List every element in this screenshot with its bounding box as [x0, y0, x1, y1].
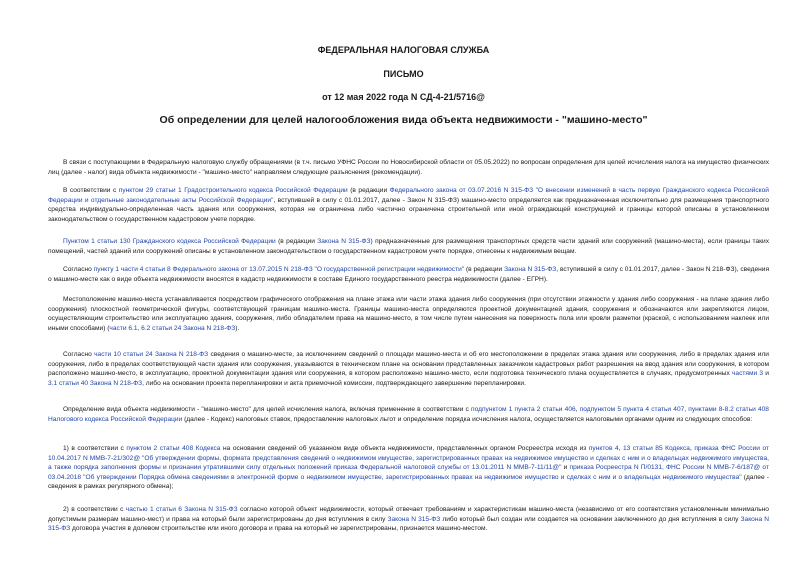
legal-reference-link[interactable]: 8.2 статьи 408 Налогового кодекса Российской Федерации [48, 406, 769, 423]
legal-reference-link[interactable]: Закона N 315-ФЗ [504, 266, 557, 273]
paragraph-text: 2) в соответствии с [63, 506, 126, 513]
paragraph-text: , вступившей в силу с 01.01.2017, далее - Закон N 218-ФЗ), сведения о машино-месте как о виде объекта недвижимости вносятся в кадастр недвижимости в составе Единого государственного реестра недвижимости (далее - ЕГРН). [48, 266, 770, 283]
legal-reference-link[interactable]: пунктов 4 [588, 445, 619, 452]
paragraph-2 [48, 186, 769, 224]
legal-reference-link[interactable]: пунктом 2 статьи 408 Кодекса [126, 445, 221, 452]
paragraph-text: согласно которой объект недвижимости, который отвечает требованиям и характеристикам машино-места (независимо от его соответствия установленным минимально допустимым размерам машино-мест) и права на который были зарегистрированы до дня вступления в силу [48, 506, 769, 523]
paragraph-text: на основании сведений об указанном виде объекта недвижимости, представленных органом Росреестра исходя из [220, 445, 589, 452]
legal-reference-link[interactable]: приказа Росреестра N П/0131, ФНС России N ММВ-7-6/187@ от 03.04.2018 "Об утверждении Порядка обмена сведениями в электронной форме о недвижимом имуществе, зарегистрированных правах на недвижимое имущество и сделках с ним и о владельцах недвижимого имущества" [48, 464, 769, 481]
paragraph-text: 1) в соответствии с [63, 445, 127, 452]
paragraph-text: Местоположение машино-места устанавливается посредством графического отображения на плане этажа или части этажа здания либо сооружения (при отсутствии этажности у здания либо сооружения - на плане здания либо сооружения) плоскостной геометрической фигуры, соответствующей границам машино-места. Границы машино-места определяются проектной документацией здания, сооружения и обозначаются или закрепляются лицом, осуществляющим строительство или эксплуатацию здания, сооружения, либо обладателем права на машино-место, в том числе путем нанесения на поверхность пола или кровли разметки (краской, с использованием наклеек или иными способами) ( [48, 296, 769, 332]
paragraph-9 [48, 505, 769, 534]
legal-reference-link[interactable]: Федерального закона от 03.07.2016 N 315-ФЗ "О внесении изменений в часть первую Гражданского кодекса Российской Федерации и отдельные законодательные акты Российской Федерации" [48, 187, 769, 204]
legal-reference-link[interactable]: пунктами 8 [688, 406, 723, 413]
paragraph-text: - [722, 406, 725, 413]
legal-reference-link[interactable]: частями 3 [732, 370, 764, 378]
paragraph-text: , вступившей в силу с 01.01.2017, далее - Закон N 315-ФЗ) машино-место определяется как предназначенная исключительно для размещения транспортного средства индивидуально-определенная часть здания или сооружения, которая не ограничена либо частично ограничена строительной или иной ограждающей конструкцией и границы которой описаны в установленном законодательством о государственном кадастровом учете порядке. [48, 196, 769, 223]
paragraph-1 [48, 158, 769, 177]
paragraph-text: сведения о машино-месте, за исключением сведений о площади машино-места и об его местоположении в пределах этажа здания или сооружения, либо в пределах здания или сооружения, либо в пределах соответствующей части здания или сооружения, указываются в техническом плане на основании представленных заказчиком кадастровых работ разрешения на ввод здания или сооружения, в котором расположено машино-место, в эксплуатацию, проектной документации здания или сооружения, в котором расположено машино-место, если подготовка технического плана осуществляется в случаях, предусмотренных [48, 351, 769, 378]
legal-reference-link[interactable]: пунктом 29 статьи 1 Градостроительного кодекса Российской Федерации [118, 187, 348, 194]
document-title: Об определении для целей налогообложения вида объекта недвижимости - "машино-место" [159, 114, 648, 126]
paragraph-text: ). [235, 324, 240, 332]
paragraph-text: В связи с поступающими в Федеральную налоговую службу обращениями (в т.ч. письмо УФНС России по Новосибирской области от 05.05.2022) по вопросам определения для целей исчисления налога на имущество физических лиц (далее - налог) вида объекта недвижимости - "машино-место" направляем следующие разъяснения (рекомендации). [48, 159, 769, 176]
paragraph-4 [48, 265, 769, 284]
paragraph-text: , [684, 406, 689, 413]
legal-reference-link[interactable]: подпунктом 1 пункта 2 статьи 406 [471, 406, 576, 413]
paragraph-text: Согласно [63, 351, 95, 358]
paragraph-text: (в редакции [464, 266, 505, 273]
legal-reference-link[interactable]: 3.1 статьи 40 Закона N 218-ФЗ [48, 379, 143, 387]
legal-reference-link[interactable]: приказа ФНС России от 10.04.2017 N ММВ-7-21/302@ "Об утверждении формы, формата представления сведений о недвижимом имуществе, зарегистрированных правах на недвижимое имущество и сделках с ним и о владельцах недвижимого имущества, а также порядка заполнения формы и признании утратившими силу отдельных положений приказа Федеральной налоговой службы от 13.01.2011 N ММВ-7-11/11@" [48, 445, 769, 472]
document-type: ПИСЬМО [383, 69, 424, 79]
paragraph-text: В соответствии с [63, 187, 119, 194]
paragraph-text: Согласно [63, 266, 94, 273]
legal-reference-link[interactable]: Закона N 315-ФЗ [387, 515, 441, 523]
legal-reference-link[interactable]: части 10 статьи 24 Закона N 218-ФЗ [94, 351, 209, 358]
legal-reference-link[interactable]: пункту 1 части 4 статьи 8 Федерального закона от 13.07.2015 N 218-ФЗ "О государственной регистрации недвижимости" [93, 266, 465, 273]
paragraph-text: , [689, 445, 695, 452]
paragraph-text: , [618, 445, 624, 452]
paragraph-text: , [575, 406, 580, 413]
legal-reference-link[interactable]: 13 статьи 85 Кодекса [623, 445, 690, 452]
paragraph-3 [48, 237, 769, 256]
paragraph-text: , либо на основании проекта перепланировки и акта приемочной комиссии, подтверждающего завершение перепланировки. [142, 379, 526, 387]
paragraph-6 [48, 350, 769, 388]
paragraph-text: ) предназначенные для размещения транспортных средств части зданий или сооружений (машино-места), если границы таких помещений, частей зданий или сооружений описаны в установленном законодательством о государственном кадастровом учете порядке, отнесены к недвижимым вещам. [48, 238, 769, 255]
paragraph-text: (далее - сведения в рамках регулярного обмена); [48, 473, 769, 491]
paragraph-text: (в редакции [347, 187, 390, 194]
paragraph-text: договора участия в долевом строительстве или иного договора и права на который не зарегистрированы, признается машино-местом. [70, 525, 488, 533]
paragraph-text: либо который был создан или создается на основании заключенного до дня вступления в силу [440, 515, 741, 523]
paragraph-text: и [561, 464, 570, 472]
paragraph-text: (далее - Кодекс) налоговых ставок, предоставление налоговых льгот и определение порядка исчисления налога, осуществляется налоговыми органами одним из следующих способов: [182, 415, 753, 423]
paragraph-text: (в редакции [275, 238, 318, 245]
paragraph-text: Определение вида объекта недвижимости - "машино-место" для целей исчисления налога, включая применение в соответствии с [63, 406, 472, 413]
paragraph-8 [48, 444, 769, 492]
paragraph-7 [48, 405, 769, 424]
document-date-number: от 12 мая 2022 года N СД-4-21/5716@ [322, 92, 485, 102]
legal-reference-link[interactable]: подпунктом 5 пункта 4 статьи 407 [579, 406, 685, 413]
paragraph-5 [48, 295, 769, 333]
legal-reference-link[interactable]: части 6.1, 6.2 статьи 24 Закона N 218-ФЗ [109, 324, 236, 332]
legal-reference-link[interactable]: Пунктом 1 статьи 130 Гражданского кодекса Российской Федерации [63, 238, 276, 245]
paragraph-text: и [763, 370, 769, 378]
legal-reference-link[interactable]: частью 1 статьи 6 Закона N 315-ФЗ [125, 506, 238, 513]
legal-reference-link[interactable]: Закона N 315-ФЗ [317, 238, 371, 245]
legal-reference-link[interactable]: Закона N 315-ФЗ [48, 515, 770, 533]
agency-heading: ФЕДЕРАЛЬНАЯ НАЛОГОВАЯ СЛУЖБА [317, 45, 490, 55]
